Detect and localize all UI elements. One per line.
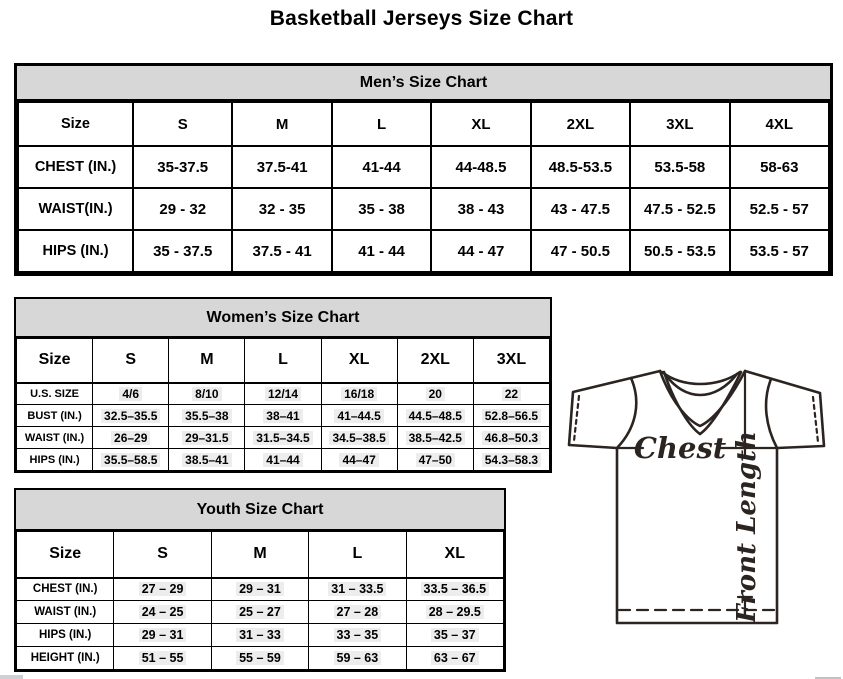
- size-value: 35-37.5: [157, 158, 209, 176]
- table-cell: [93, 449, 169, 471]
- size-value: 52.8–56.5: [482, 409, 541, 423]
- size-value: 41–44.5: [334, 409, 383, 423]
- table-cell: [211, 624, 308, 647]
- size-value: 22: [502, 387, 521, 401]
- size-value: 63 – 67: [431, 651, 479, 665]
- size-value: 38.5–41: [182, 453, 231, 467]
- mens-chart-title: Men’s Size Chart: [17, 66, 830, 101]
- size-value: 41-44: [362, 158, 401, 176]
- size-value: 44 - 47: [457, 242, 505, 260]
- size-value: 35 - 38: [358, 200, 405, 218]
- column-header: 3XL: [630, 102, 729, 146]
- size-value: 32 - 35: [258, 200, 306, 218]
- womens-chart-title: Women’s Size Chart: [16, 299, 550, 338]
- table-cell: [93, 427, 169, 449]
- size-value: 29–31.5: [182, 431, 231, 445]
- size-value: 16/18: [341, 387, 377, 401]
- row-label: HIPS (IN.): [17, 449, 93, 471]
- measurement-row: [17, 383, 550, 405]
- table-cell: [232, 230, 331, 272]
- jersey-measurement-diagram: [557, 357, 843, 629]
- table-cell: [321, 427, 397, 449]
- size-value: 24 – 25: [139, 605, 187, 619]
- size-value: 55 – 59: [236, 651, 284, 665]
- size-value: 8/10: [192, 387, 221, 401]
- size-value: 27 – 28: [334, 605, 382, 619]
- size-value: 50.5 - 53.5: [643, 242, 716, 260]
- table-cell: [473, 383, 549, 405]
- table-cell: [397, 449, 473, 471]
- size-header-row: [17, 532, 504, 578]
- table-cell: [93, 405, 169, 427]
- table-cell: [211, 601, 308, 624]
- size-value: 47 - 50.5: [550, 242, 610, 260]
- table-cell: [211, 647, 308, 670]
- table-cell: [309, 624, 406, 647]
- column-header: Size: [17, 339, 93, 383]
- column-header: 4XL: [730, 102, 829, 146]
- size-value: 37.5-41: [256, 158, 308, 176]
- size-value: 29 – 31: [236, 582, 284, 596]
- row-label: BUST (IN.): [17, 405, 93, 427]
- size-value: 38.5–42.5: [406, 431, 465, 445]
- size-value: 20: [426, 387, 445, 401]
- table-cell: [473, 405, 549, 427]
- table-cell: [321, 449, 397, 471]
- row-label: WAIST (IN.): [17, 601, 114, 624]
- size-header-row: [18, 102, 829, 146]
- table-cell: [531, 146, 630, 188]
- size-value: 4/6: [119, 387, 142, 401]
- size-value: 44.5–48.5: [406, 409, 465, 423]
- size-value: 53.5-58: [654, 158, 706, 176]
- table-cell: [431, 230, 530, 272]
- measurement-row: [18, 230, 829, 272]
- size-value: 46.8–50.3: [482, 431, 541, 445]
- size-value: 47.5 - 52.5: [643, 200, 716, 218]
- table-cell: [321, 383, 397, 405]
- size-value: 12/14: [265, 387, 301, 401]
- table-cell: [114, 624, 211, 647]
- table-cell: [245, 383, 321, 405]
- column-header: XL: [321, 339, 397, 383]
- table-cell: [406, 601, 503, 624]
- table-cell: [431, 188, 530, 230]
- column-header: XL: [431, 102, 530, 146]
- column-header: 3XL: [473, 339, 549, 383]
- womens-size-table: [16, 338, 550, 471]
- column-header: Size: [17, 532, 114, 578]
- size-value: 26–29: [111, 431, 150, 445]
- mens-size-chart: [14, 63, 833, 276]
- row-label: CHEST (IN.): [17, 578, 114, 601]
- size-value: 54.3–58.3: [482, 453, 541, 467]
- size-value: 41 - 44: [358, 242, 405, 260]
- measurement-row: [17, 578, 504, 601]
- table-cell: [332, 146, 431, 188]
- column-header: M: [232, 102, 331, 146]
- table-cell: [309, 601, 406, 624]
- size-value: 38–41: [263, 409, 302, 423]
- row-label: WAIST (IN.): [17, 427, 93, 449]
- table-cell: [169, 449, 245, 471]
- jersey-right-armhole-seam: [766, 379, 777, 448]
- table-cell: [406, 624, 503, 647]
- size-value: 37.5 - 41: [252, 242, 312, 260]
- table-cell: [730, 146, 829, 188]
- size-value: 35.5–58.5: [101, 453, 160, 467]
- size-value: 27 – 29: [139, 582, 187, 596]
- table-cell: [169, 427, 245, 449]
- youth-chart-title: Youth Size Chart: [16, 490, 504, 531]
- horizontal-scrollbar-thumb-left[interactable]: [0, 675, 23, 679]
- womens-size-chart: [14, 297, 552, 473]
- table-cell: [232, 188, 331, 230]
- row-label: WAIST(IN.): [18, 188, 133, 230]
- table-cell: [473, 427, 549, 449]
- column-header: 2XL: [531, 102, 630, 146]
- table-cell: [169, 383, 245, 405]
- size-value: 59 – 63: [334, 651, 382, 665]
- table-cell: [531, 230, 630, 272]
- column-header: S: [114, 532, 211, 578]
- table-cell: [630, 146, 729, 188]
- table-cell: [321, 405, 397, 427]
- column-header: S: [133, 102, 232, 146]
- left-cuff-stitch-dashed-line: [574, 396, 579, 441]
- row-label: CHEST (IN.): [18, 146, 133, 188]
- size-value: 35 - 37.5: [153, 242, 213, 260]
- table-cell: [133, 146, 232, 188]
- size-value: 35.5–38: [182, 409, 231, 423]
- table-cell: [397, 427, 473, 449]
- table-cell: [630, 188, 729, 230]
- size-value: 33.5 – 36.5: [421, 582, 490, 596]
- size-value: 31.5–34.5: [253, 431, 312, 445]
- table-cell: [245, 427, 321, 449]
- right-cuff-stitch-dashed-line: [813, 397, 818, 442]
- size-value: 44–47: [339, 453, 378, 467]
- table-cell: [730, 188, 829, 230]
- table-cell: [133, 230, 232, 272]
- size-value: 29 - 32: [159, 200, 207, 218]
- column-header: 2XL: [397, 339, 473, 383]
- chest-label: Chest: [633, 431, 727, 465]
- table-cell: [730, 230, 829, 272]
- size-header-row: [17, 339, 550, 383]
- table-cell: [169, 405, 245, 427]
- size-value: 53.5 - 57: [749, 242, 809, 260]
- size-value: 43 - 47.5: [550, 200, 610, 218]
- size-value: 29 – 31: [139, 628, 187, 642]
- measurement-row: [18, 188, 829, 230]
- youth-size-chart: [14, 488, 506, 672]
- table-cell: [406, 578, 503, 601]
- row-label: HIPS (IN.): [18, 230, 133, 272]
- measurement-row: [18, 146, 829, 188]
- youth-size-table: [16, 531, 504, 670]
- table-cell: [245, 449, 321, 471]
- size-value: 38 - 43: [457, 200, 505, 218]
- size-value: 52.5 - 57: [749, 200, 809, 218]
- size-value: 35 – 37: [431, 628, 479, 642]
- size-value: 44-48.5: [455, 158, 507, 176]
- measurement-row: [17, 427, 550, 449]
- table-cell: [309, 647, 406, 670]
- table-cell: [332, 188, 431, 230]
- table-cell: [245, 405, 321, 427]
- column-header: L: [245, 339, 321, 383]
- measurement-row: [17, 405, 550, 427]
- measurement-row: [17, 624, 504, 647]
- size-value: 41–44: [263, 453, 302, 467]
- size-value: 33 – 35: [334, 628, 382, 642]
- size-value: 31 – 33: [236, 628, 284, 642]
- table-cell: [397, 383, 473, 405]
- table-cell: [114, 578, 211, 601]
- column-header: S: [93, 339, 169, 383]
- table-cell: [406, 647, 503, 670]
- column-header: L: [309, 532, 406, 578]
- table-cell: [431, 146, 530, 188]
- measurement-row: [17, 601, 504, 624]
- table-cell: [232, 146, 331, 188]
- table-cell: [133, 188, 232, 230]
- jersey-diagram-svg: [557, 357, 843, 629]
- table-cell: [332, 230, 431, 272]
- table-cell: [114, 647, 211, 670]
- column-header: M: [211, 532, 308, 578]
- column-header: L: [332, 102, 431, 146]
- table-cell: [473, 449, 549, 471]
- size-value: 32.5–35.5: [101, 409, 160, 423]
- size-value: 47–50: [416, 453, 455, 467]
- table-cell: [531, 188, 630, 230]
- column-header: Size: [18, 102, 133, 146]
- table-cell: [397, 405, 473, 427]
- size-value: 48.5-53.5: [548, 158, 613, 176]
- measurement-row: [17, 647, 504, 670]
- table-cell: [630, 230, 729, 272]
- column-header: M: [169, 339, 245, 383]
- size-value: 25 – 27: [236, 605, 284, 619]
- row-label: U.S. SIZE: [17, 383, 93, 405]
- table-cell: [114, 601, 211, 624]
- table-cell: [211, 578, 308, 601]
- front-length-label: Front Length: [732, 431, 762, 623]
- size-value: 34.5–38.5: [329, 431, 388, 445]
- table-cell: [93, 383, 169, 405]
- row-label: HIPS (IN.): [17, 624, 114, 647]
- size-value: 28 – 29.5: [426, 605, 484, 619]
- size-value: 58-63: [760, 158, 799, 176]
- page-title: Basketball Jerseys Size Chart: [269, 7, 574, 30]
- column-header: XL: [406, 532, 503, 578]
- measurement-row: [17, 449, 550, 471]
- size-value: 31 – 33.5: [328, 582, 386, 596]
- row-label: HEIGHT (IN.): [17, 647, 114, 670]
- mens-size-table: [17, 101, 830, 273]
- size-value: 51 – 55: [139, 651, 187, 665]
- table-cell: [309, 578, 406, 601]
